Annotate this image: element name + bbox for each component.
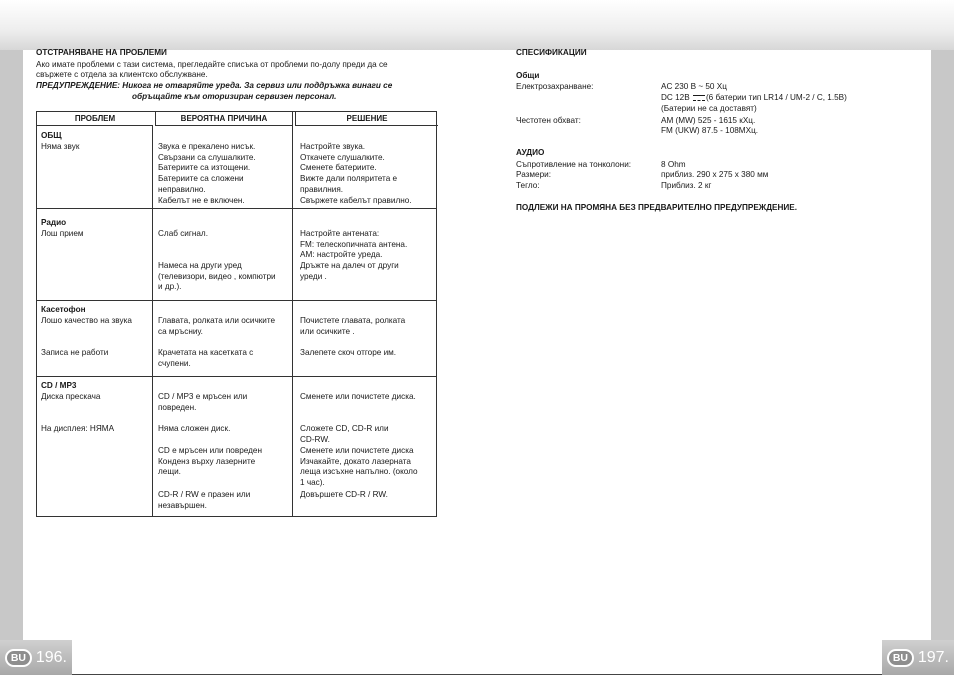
cause-dirty-disc: CD / MP3 е мръсен или повреден. <box>158 392 248 412</box>
power-label: Електрозахранване: <box>516 82 594 92</box>
solution-tape-tabs: Залепете скоч отгоре им. <box>300 348 397 357</box>
solution-replace-disc: Сменете или почистете диска. <box>300 392 416 401</box>
page-number-left: 196. <box>35 648 67 666</box>
size-value: приблиз. 290 x 275 x 380 мм <box>661 170 769 180</box>
cause-broken-tabs: Крачетата на касетката с счупени. <box>158 348 254 368</box>
problem-disc-skips: Диска прескача <box>41 392 101 401</box>
section-general-title: ОБЩ <box>41 131 62 140</box>
troubleshooting-section <box>36 48 441 103</box>
section-cassette-title: Касетофон <box>41 305 86 314</box>
power-dc <box>661 93 916 104</box>
size-label: Размери: <box>516 170 551 180</box>
right-page-footer <box>882 640 954 675</box>
solution-no-sound: Настройте звука. Откачете слушалките. Сменете батериите. Вижте дали поляритета е правилния. Свържете кабелът правилно. <box>300 142 412 205</box>
warning-line-2: обръщайте към оторизиран сервизен персонал. <box>132 91 337 101</box>
row-divider <box>37 208 436 209</box>
problem-poor-quality: Лошо качество на звука <box>41 316 132 325</box>
header-problem: ПРОБЛЕМ <box>37 112 153 126</box>
power-dc-prefix: DC 12В <box>661 93 690 103</box>
frequency-am: AM (MW) 525 - 1615 кХц. <box>661 115 756 125</box>
audio-heading: АУДИО <box>516 147 545 157</box>
problem-bad-reception: Лош прием <box>41 229 84 238</box>
header-cause: ВЕРОЯТНА ПРИЧИНА <box>155 112 293 126</box>
table-header-row <box>37 112 436 125</box>
power-values <box>661 82 916 114</box>
spec-size <box>516 170 916 181</box>
change-notice: ПОДЛЕЖИ НА ПРОМЯНА БЕЗ ПРЕДВАРИТЕЛНО ПРЕДУПРЕЖДЕНИЕ. <box>516 202 798 212</box>
spec-power <box>516 82 916 114</box>
cause-dirty-heads: Главата, ролката или осичките са мръсниу. <box>158 316 276 336</box>
specifications-section <box>516 48 916 214</box>
frequency-label: Честотен обхват: <box>516 115 581 125</box>
spec-impedance <box>516 160 916 171</box>
cause-weak-signal: Слаб сигнал. <box>158 229 208 238</box>
solution-insert-disc: Сложете CD, CD-R или CD-RW. <box>300 424 389 444</box>
intro-line-2: свържете с отдела за клиентско обслужване. <box>36 70 208 80</box>
cause-condensation: CD е мръсен или повреден Конденз върху лазерните лещи. <box>158 446 262 477</box>
dc-symbol-icon <box>693 95 705 101</box>
cause-interference: Намеса на други уред (телевизори, видео , компютри и др.). <box>158 261 276 292</box>
spec-frequency <box>516 116 916 137</box>
left-margin-strip <box>0 50 23 640</box>
impedance-label: Съпротивление на тонколони: <box>516 159 632 169</box>
frequency-values <box>661 116 916 137</box>
troubleshooting-table <box>36 111 437 517</box>
column-divider-2 <box>292 125 293 516</box>
solution-clean-heads: Почистете главата, ролката или осичките . <box>300 316 406 336</box>
problem-no-sound: Няма звук <box>41 142 80 151</box>
solution-finalize: Довършете CD-R / RW. <box>300 490 388 499</box>
right-margin-strip <box>931 50 954 640</box>
row-divider <box>37 376 436 377</box>
column-divider-1 <box>152 125 153 516</box>
header-solution: РЕШЕНИЕ <box>295 112 438 126</box>
weight-label: Тегло: <box>516 181 540 191</box>
row-divider <box>37 300 436 301</box>
weight-value: Приблиз. 2 кг <box>661 181 712 191</box>
power-dc-suffix: (6 батерии тип LR14 / UM-2 / C, 1.5В) <box>705 93 847 103</box>
power-note: (Батерии не са доставят) <box>661 103 757 113</box>
language-badge: BU <box>887 649 914 667</box>
cause-blank-disc: CD-R / RW е празен или незавършен. <box>158 490 251 510</box>
language-badge: BU <box>5 649 32 667</box>
spec-weight <box>516 181 916 192</box>
troubleshooting-title: ОТСТРАНЯВАНЕ НА ПРОБЛЕМИ <box>36 48 167 57</box>
left-page-footer <box>0 640 72 675</box>
cause-no-sound: Звука е прекалено нисък. Свързани са слушалките. Батериите са изтощени. Батериите са сложени неправилно. Кабелът не е включен. <box>158 142 256 205</box>
problem-no-recording: Записа не работи <box>41 348 109 357</box>
page-number-right: 197. <box>917 648 949 666</box>
solution-wait-dry: Сменете или почистете диска Изчакайте, докато лазерната леща изсъхне напълно. (около 1 час). <box>300 446 418 488</box>
cause-no-disc: Няма сложен диск. <box>158 424 231 433</box>
warning-text <box>36 81 441 102</box>
problem-display-none: На дисплея: НЯМА <box>41 424 115 433</box>
intro-line-1: Ако имате проблеми с тази система, прегледайте списъка от проблеми по-долу преди да се <box>36 59 388 69</box>
section-cd-title: CD / MP3 <box>41 381 77 390</box>
frequency-fm: FM (UKW) 87.5 - 108МХц. <box>661 126 759 136</box>
warning-line-1: ПРЕДУПРЕЖДЕНИЕ: Никога не отваряйте уреда. За сервиз или поддръжка винаги се <box>36 81 393 91</box>
general-heading: Общи <box>516 70 540 80</box>
specifications-title: СПЕСИФИКАЦИИ <box>516 48 587 57</box>
top-gradient-bar <box>0 0 954 50</box>
solution-antenna: Настройте антената: FM: телескопичната антена. AM: настройте уреда. Дръжте на далеч от други уреди . <box>300 229 408 281</box>
section-radio-title: Радио <box>41 218 67 227</box>
impedance-value: 8 Ohm <box>661 159 686 169</box>
power-ac: AC 230 В ~ 50 Хц <box>661 82 727 92</box>
